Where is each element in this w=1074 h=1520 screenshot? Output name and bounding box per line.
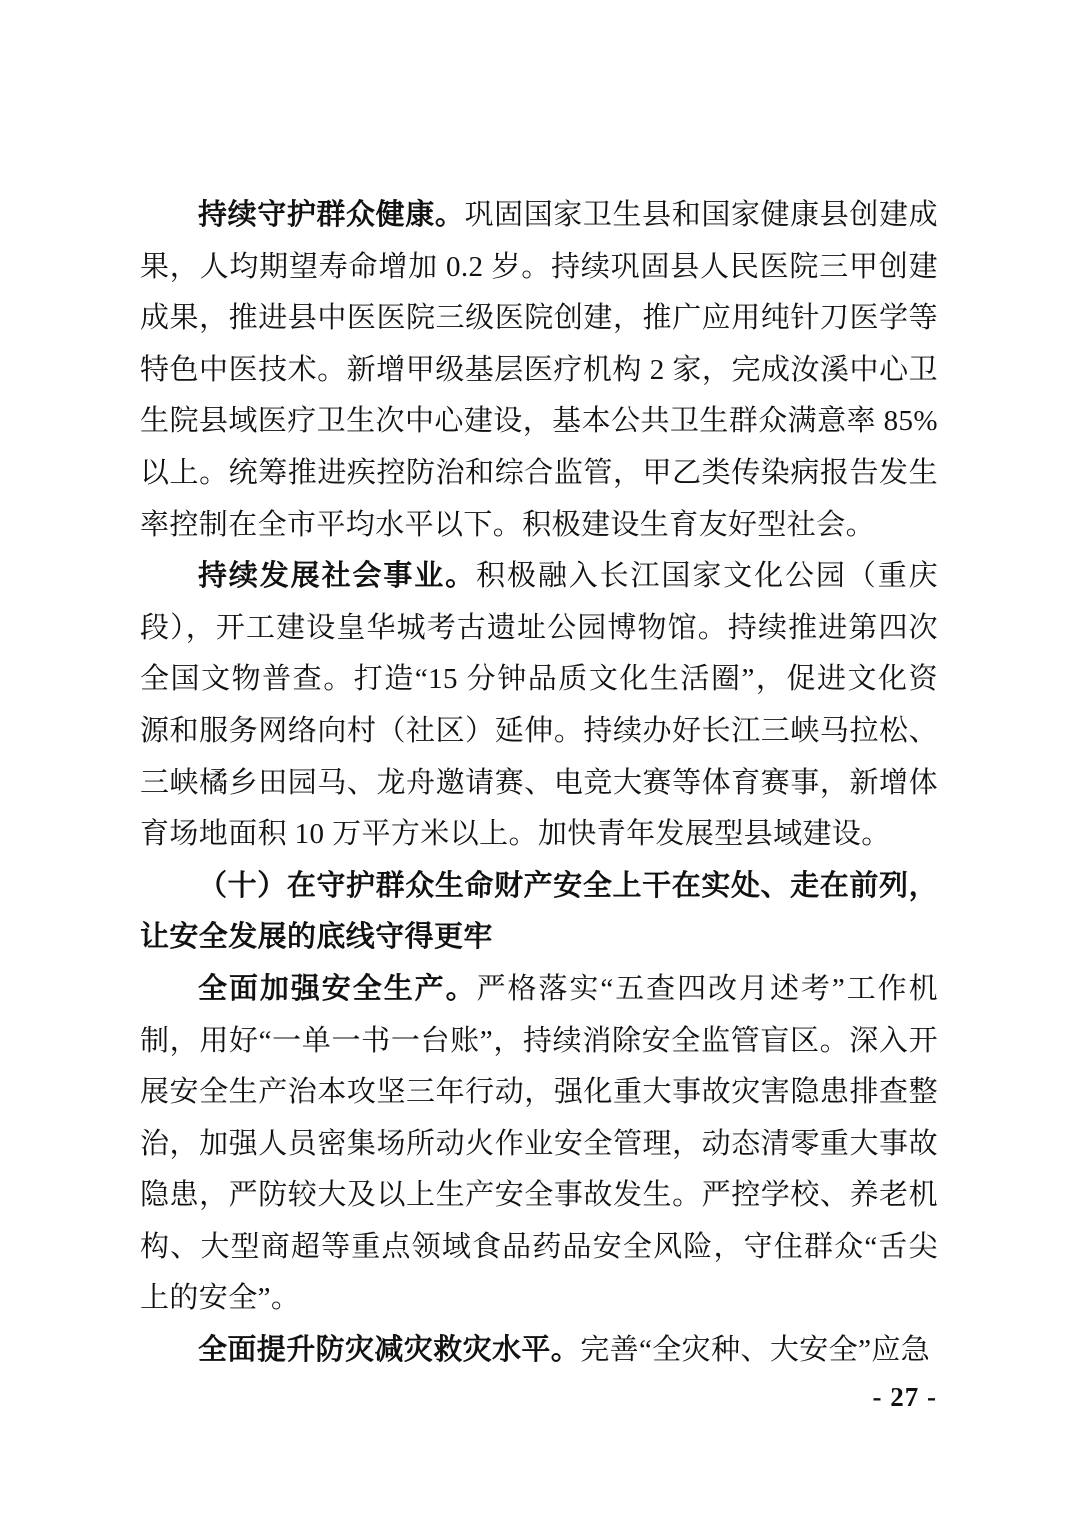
- paragraph-lead: 持续守护群众健康。: [198, 199, 465, 231]
- paragraph-disaster-relief: [140, 1325, 938, 1377]
- paragraph-text: 积极融入长江国家文化公园（重庆段），开工建设皇华城考古遗址公园博物馆。持续推进第四次全国文物普查。打造“15 分钟品质文化生活圈”，促进文化资源和服务网络向村（社区）延伸。持续办好长江三峡马拉松、三峡橘乡田园马、龙舟邀请赛、电竞大赛等体育赛事，新增体育场地面积 10 万平方米以上。加快青年发展型县域建设。: [140, 560, 938, 851]
- paragraph-social-programs: [140, 551, 938, 861]
- section-heading-text: （十）在守护群众生命财产安全上干在实处、走在前列，让安全发展的底线守得更牢: [140, 869, 938, 954]
- paragraph-safety-production: [140, 964, 938, 1325]
- paragraph-health: [140, 190, 938, 551]
- paragraph-lead: 持续发展社会事业。: [198, 560, 477, 593]
- paragraph-text: 巩固国家卫生县和国家健康县创建成果，人均期望寿命增加 0.2 岁。持续巩固县人民医院三甲创建成果，推进县中医医院三级医院创建，推广应用纯针刀医学等特色中医技术。新增甲级基层医疗机构 2 家，完成汝溪中心卫生院县域医疗卫生次中心建设，基本公共卫生群众满意率 85%以上。统筹推进疾控防治和综合监管，甲乙类传染病报告发生率控制在全市平均水平以下。积极建设生育友好型社会。: [140, 199, 939, 541]
- paragraph-text: 完善“全灾种、大安全”应急: [580, 1334, 931, 1367]
- paragraph-lead: 全面加强安全生产。: [198, 972, 477, 1005]
- document-body: [140, 190, 938, 1377]
- paragraph-text: 严格落实“五查四改月述考”工作机制，用好“一单一书一台账”，持续消除安全监管盲区。深入开展安全生产治本攻坚三年行动，强化重大事故灾害隐患排查整治，加强人员密集场所动火作业安全管理，动态清零重大事故隐患，严防较大及以上生产安全事故发生。严控学校、养老机构、大型商超等重点领域食品药品安全风险，守住群众“舌尖上的安全”。: [140, 972, 938, 1315]
- page-number: - 27 -: [872, 1382, 937, 1412]
- paragraph-lead: 全面提升防灾减灾救灾水平。: [198, 1334, 581, 1367]
- section-heading-ten: [140, 861, 938, 964]
